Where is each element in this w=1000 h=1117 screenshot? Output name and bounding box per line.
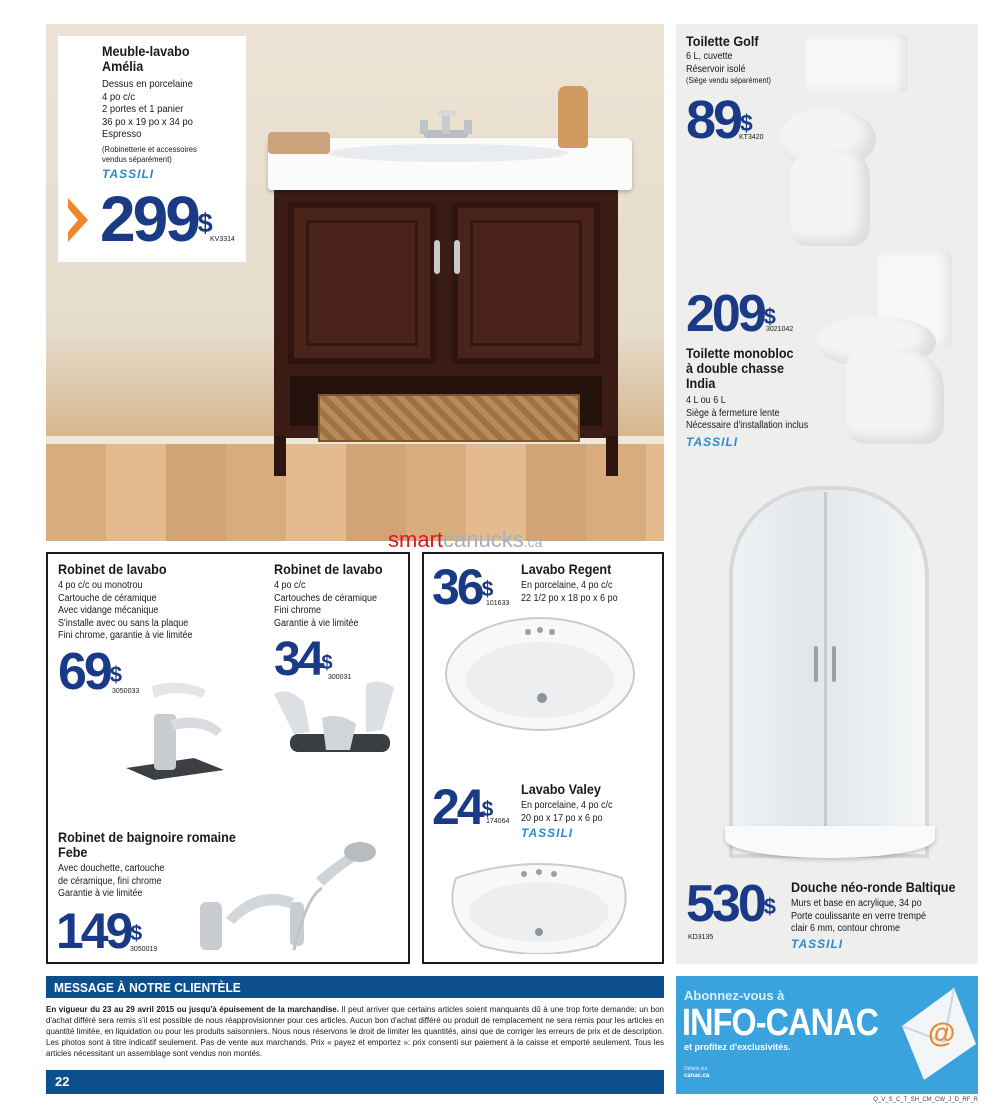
sink-regent-spec: 22 1/2 po x 18 po x 6 po: [521, 592, 618, 604]
shower-spec: clair 6 mm, contour chrome: [791, 923, 901, 934]
tub-faucet-spec: Garantie à vie limitée: [58, 888, 143, 899]
toilet-golf-text: [686, 34, 806, 86]
sink-regent-title: Lavabo Regent: [521, 561, 612, 577]
sink-regent-price: 36$: [432, 559, 494, 615]
faucet-1-spec: Fini chrome, garantie à vie limitée: [58, 630, 193, 641]
envelope-email-icon: [898, 986, 976, 1082]
vanity-handle: [454, 240, 460, 274]
arrow-right-icon: [66, 196, 90, 244]
vanity-spec: 2 portes et 1 panier: [102, 103, 184, 115]
toilet-india-spec: 4 L ou 6 L: [686, 395, 726, 406]
vanity-note: (Robinetterie et accessoires: [102, 143, 197, 154]
toilet-golf-spec: Réservoir isolé: [686, 63, 746, 75]
shower-handle: [814, 646, 818, 682]
watermark-logo: smartcanucks.ca: [388, 527, 543, 552]
tub-faucet-title: Robinet de baignoire romaine: [58, 829, 236, 845]
toilet-india-text: [686, 346, 846, 449]
tub-faucet-spec: de céramique, fini chrome: [58, 875, 162, 887]
faucet-2-text: [274, 562, 406, 630]
message-text: [46, 1004, 664, 1059]
tub-faucet-image: [186, 838, 382, 954]
faucet-1-text: [58, 562, 258, 643]
toilet-golf-title: Toilette Golf: [686, 33, 759, 49]
canac-ad-details-label: Détails sur: [684, 1066, 708, 1072]
vanity-price: 299$: [100, 183, 213, 255]
wicker-basket: [318, 394, 580, 442]
sink-regent-sku: 101633: [486, 600, 510, 607]
sink-valey-spec: En porcelaine, 4 po c/c: [521, 800, 613, 811]
svg-text:@: @: [928, 1017, 956, 1048]
tassili-logo: TASSILI: [791, 936, 844, 951]
tassili-logo: TASSILI: [686, 434, 739, 449]
canac-ad-url[interactable]: canac.ca: [684, 1073, 710, 1079]
vanity-handle: [434, 240, 440, 274]
canac-ad-line2: INFO-CANAC: [682, 1002, 879, 1044]
message-intro: En vigueur du 23 au 29 avril 2015 ou jusqu'à épuisement de la marchandise.: [46, 1005, 339, 1014]
vanity-title-line2: Amélia: [102, 58, 144, 74]
toilet-golf-price: 89$: [686, 90, 753, 150]
sink-valey-image: [446, 858, 632, 954]
tub-faucet-price: 149$: [56, 903, 143, 959]
tub-faucet-spec: Avec douchette, cartouche: [58, 863, 165, 874]
vanity-spec: Espresso: [102, 128, 142, 140]
tassili-logo: TASSILI: [102, 166, 155, 181]
faucet-1-spec: S'installe avec ou sans la plaque: [58, 617, 189, 629]
page-number-bar: [46, 1070, 664, 1094]
vanity-title-line1: Meuble-lavabo: [102, 43, 190, 59]
vanity-note: vendus séparément): [102, 153, 172, 164]
tub-faucet-title: Febe: [58, 844, 88, 860]
shower-sku: KD3135: [688, 934, 714, 941]
toilet-golf-tank: [806, 34, 908, 92]
sink-regent-text: [521, 562, 661, 605]
vanity-faucet-icon: [416, 106, 476, 140]
footer-code: Q_V_S_C_T_SH_CM_CW_J_D_RF_R: [873, 1097, 978, 1103]
canac-ad-line3: et profitez d'exclusivités.: [684, 1042, 791, 1052]
tassili-logo: TASSILI: [521, 826, 574, 840]
vanity-basin: [328, 144, 568, 162]
toilet-india-sku: 3021042: [766, 326, 794, 333]
sink-valey-price: 24$: [432, 779, 494, 835]
sink-valey-sku: 174064: [486, 818, 510, 825]
shower-handle: [832, 646, 836, 682]
canac-ad-line1: Abonnez-vous à: [684, 988, 785, 1003]
faucet-1-spec: Avec vidange mécanique: [58, 605, 159, 616]
shower-price: 530$: [686, 875, 776, 933]
toilet-india-spec: Nécessaire d'installation inclus: [686, 420, 809, 431]
faucet-2-spec: Garantie à vie limitée: [274, 617, 359, 629]
faucet-2-spec: Fini chrome: [274, 605, 322, 616]
faucet-2-sku: 300031: [328, 674, 352, 681]
toilet-india-title: à double chasse: [686, 360, 785, 376]
sink-valey-text: [521, 782, 661, 840]
faucet-1-title: Robinet de lavabo: [58, 561, 167, 577]
faucet-1-image: [124, 678, 234, 782]
faucet-2-title: Robinet de lavabo: [274, 561, 383, 577]
sink-regent-image: [442, 614, 638, 734]
faucet-1-spec: 4 po c/c ou monotrou: [58, 580, 143, 591]
vanity-sku: KV3314: [210, 236, 235, 243]
message-header-bar: [46, 976, 664, 998]
faucet-2-image: [270, 672, 400, 762]
shower-enclosure: [729, 486, 929, 858]
faucet-1-price: 69$: [58, 643, 122, 701]
faucet-1-sku: 3050033: [112, 688, 140, 695]
message-body: Il peut arriver que certains articles soient manquants dû à une trop forte demande: un bon d'achat différé sera remis s'il est possible de nous réapprovisionner pour ces articles. Aucun bon d'achat différé ou produit de remplacement ne sera remis pour les articles en quantité limitée, en liquidation ou pour les produits saisonniers. Nous nous réservons le droit de limiter les quantités, ainsi que de corriger les erreurs de prix et de description. Les photos sont à titre indicatif seulement. Pas de vente aux marchands. Prix « payez et emportez »: prix consenti sur paiement à la caisse et emporté seulement. Tous les articles nécessitant un assemblage sont vendus non montés.: [46, 1005, 665, 1058]
sink-valey-spec: 20 po x 17 po x 6 po: [521, 812, 603, 824]
info-canac-ad[interactable]: [676, 976, 978, 1094]
vanity-door-left: [288, 202, 436, 364]
shower-title: Douche néo-ronde Baltique: [791, 879, 956, 895]
faucet-2-price: 34$: [274, 633, 333, 686]
towel: [268, 132, 330, 154]
faucet-2-spec: Cartouches de céramique: [274, 592, 378, 604]
toilet-india-bowl: [846, 350, 944, 444]
tub-faucet-sku: 3050019: [130, 946, 158, 953]
faucet-1-spec: Cartouche de céramique: [58, 592, 157, 604]
vanity-spec: 4 po c/c: [102, 90, 136, 103]
toilet-golf-note: (Siège vendu séparément): [686, 76, 771, 85]
toilet-golf-bowl: [790, 150, 870, 246]
page-number: 22: [55, 1074, 70, 1089]
sink-regent-spec: En porcelaine, 4 po c/c: [521, 580, 613, 591]
toilet-india-title: India: [686, 375, 716, 391]
toilet-golf-sku: KT3420: [739, 134, 764, 141]
vanity-door-right: [452, 202, 600, 364]
faucet-2-spec: 4 po c/c: [274, 580, 306, 591]
shower-spec: Murs et base en acrylique, 34 po: [791, 898, 922, 909]
soap-dispenser: [558, 86, 588, 148]
sink-valey-title: Lavabo Valey: [521, 781, 601, 797]
vanity-spec: 36 po x 19 po x 34 po: [102, 115, 193, 128]
shower-spec: Porte coulissante en verre trempé: [791, 910, 927, 922]
toilet-india-price: 209$: [686, 285, 776, 343]
message-header: MESSAGE À NOTRE CLIENTÈLE: [54, 980, 241, 995]
toilet-india-spec: Siège à fermeture lente: [686, 407, 780, 419]
vanity-spec: Dessus en porcelaine: [102, 78, 193, 90]
toilet-golf-spec: 6 L, cuvette: [686, 51, 733, 62]
shower-text: [791, 880, 975, 951]
toilet-india-title: Toilette monobloc: [686, 345, 794, 361]
